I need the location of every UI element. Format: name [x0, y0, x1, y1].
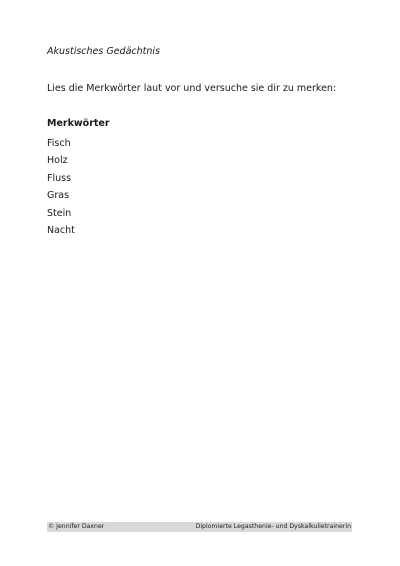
word-item: Holz — [47, 155, 68, 167]
footer-copyright: © Jennifer Daxner — [48, 523, 105, 530]
word-item: Gras — [47, 190, 70, 202]
word-item: Nacht — [47, 224, 75, 236]
words-heading: Merkwörter — [47, 118, 110, 129]
word-list — [47, 135, 75, 239]
instruction-text: Lies die Merkwörter laut vor und versuche sie dir zu merken: — [47, 83, 337, 94]
page-footer — [47, 522, 352, 532]
word-item: Fluss — [47, 172, 72, 184]
worksheet-title: Akustisches Gedächtnis — [47, 46, 160, 57]
word-item: Stein — [47, 207, 72, 219]
word-item: Fisch — [47, 138, 71, 149]
footer-credential: Diplomierte Legasthenie- und Dyskalkulietrainerin — [195, 523, 351, 530]
worksheet-content — [47, 46, 357, 236]
